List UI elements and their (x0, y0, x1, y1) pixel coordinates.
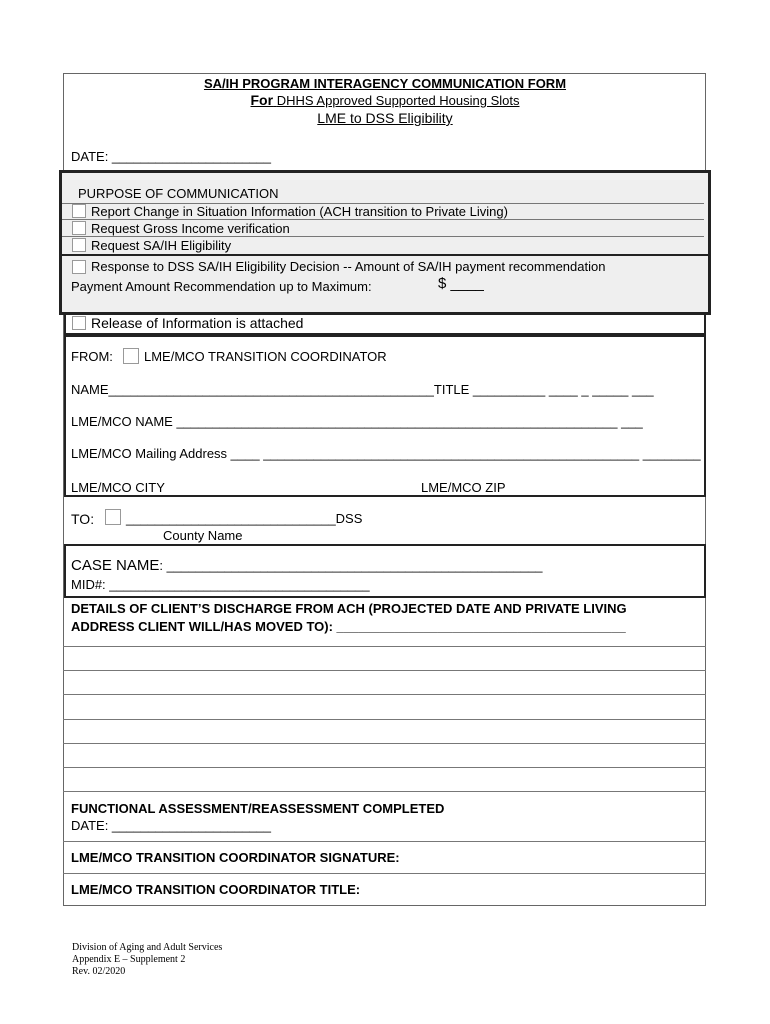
footer-line-2: Appendix E – Supplement 2 (72, 954, 186, 965)
functional-date-field[interactable]: DATE: ______________________ (71, 818, 271, 833)
to-checkbox[interactable] (105, 509, 121, 525)
purpose-heading: PURPOSE OF COMMUNICATION (78, 186, 279, 201)
coordinator-title-field[interactable]: LME/MCO TRANSITION COORDINATOR TITLE: (71, 882, 361, 897)
purpose-checkbox-4[interactable] (72, 260, 86, 274)
mid-field[interactable]: MID#: ____________________________________ (71, 577, 370, 592)
county-name-caption: County Name (163, 528, 243, 543)
signature-field[interactable]: LME/MCO TRANSITION COORDINATOR SIGNATURE: (71, 850, 400, 865)
details-heading-2[interactable]: ADDRESS CLIENT WILL/HAS MOVED TO): ________________________________________ (71, 619, 626, 634)
release-label: Release of Information is attached (91, 315, 304, 331)
purpose-item-3: Request SA/IH Eligibility (91, 238, 232, 253)
subtitle-for: For (250, 92, 274, 108)
release-checkbox[interactable] (72, 316, 86, 330)
purpose-item-2: Request Gross Income verification (91, 221, 290, 236)
form-subtitle (0, 92, 770, 108)
form-title: SA/IH PROGRAM INTERAGENCY COMMUNICATION FORM (203, 76, 567, 91)
purpose-checkbox-3[interactable] (72, 238, 86, 252)
mailing-address-field[interactable]: LME/MCO Mailing Address ____ ____________________________________________________ ________ (71, 446, 701, 461)
form-subtitle-2: LME to DSS Eligibility (317, 110, 453, 126)
from-checkbox[interactable] (123, 348, 139, 364)
name-title-field[interactable]: NAME_____________________________________________TITLE __________ ____ _ _____ ___ (71, 382, 654, 397)
purpose-checkbox-2[interactable] (72, 221, 86, 235)
case-name-label: CASE NAME (71, 557, 160, 574)
functional-heading: FUNCTIONAL ASSESSMENT/REASSESSMENT COMPLETED (71, 801, 445, 816)
city-field[interactable]: LME/MCO CITY (71, 480, 165, 495)
subtitle-rest: DHHS Approved Supported Housing Slots (276, 93, 520, 108)
from-label: FROM: (71, 349, 113, 364)
case-name-field[interactable] (71, 557, 543, 575)
from-role: LME/MCO TRANSITION COORDINATOR (144, 349, 387, 364)
case-name-line: : ____________________________________________________ (159, 558, 543, 573)
purpose-item-4: Response to DSS SA/IH Eligibility Decision -- Amount of SA/IH payment recommendation (91, 259, 606, 274)
zip-field[interactable]: LME/MCO ZIP (421, 480, 506, 495)
purpose-checkbox-1[interactable] (72, 204, 86, 218)
purpose-item-1: Report Change in Situation Information (ACH transition to Private Living) (91, 204, 508, 219)
to-label: TO: (71, 511, 95, 527)
payment-label: Payment Amount Recommendation up to Maximum: (71, 279, 372, 294)
details-heading-1: DETAILS OF CLIENT’S DISCHARGE FROM ACH (PROJECTED DATE AND PRIVATE LIVING (71, 601, 627, 616)
payment-amount-field[interactable]: $ ____ (438, 275, 484, 292)
date-field[interactable]: DATE: ______________________ (71, 149, 271, 164)
footer-line-1: Division of Aging and Adult Services (72, 942, 223, 953)
lme-name-field[interactable]: LME/MCO NAME _____________________________________________________________ ___ (71, 414, 643, 429)
footer-line-3: Rev. 02/2020 (72, 966, 126, 977)
county-dss-field[interactable]: _____________________________DSS (126, 511, 363, 526)
footer (72, 942, 222, 978)
